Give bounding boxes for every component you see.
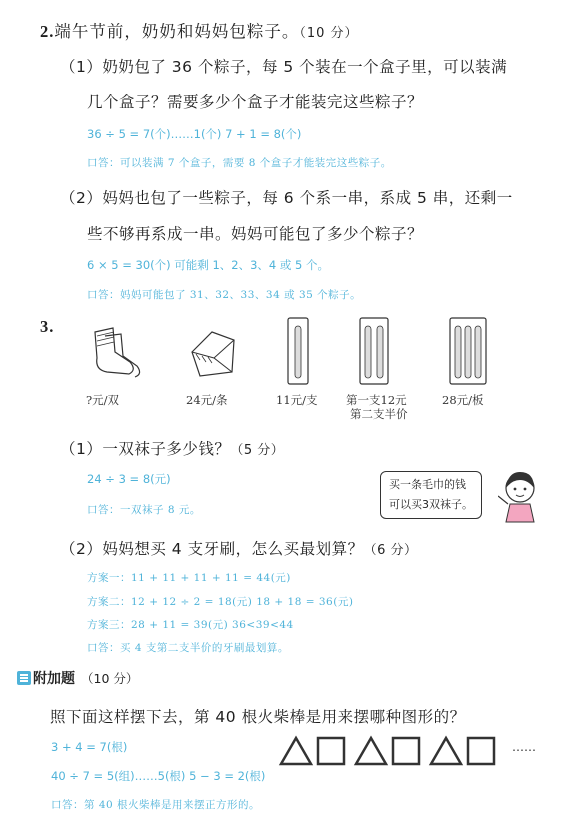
extra-title: 附加题 — [33, 671, 75, 687]
q2-part2-calc: 6 × 5 = 30(个) 可能剩 1、2、3、4 或 5 个。 — [87, 258, 329, 272]
toothbrush-double-icon — [357, 316, 391, 388]
q2-part2-line1 — [60, 186, 513, 208]
triangle-shape — [281, 738, 311, 764]
extra-score: （10 分） — [81, 671, 139, 686]
speech-bubble — [380, 471, 482, 519]
toothbrush-triple-icon — [448, 316, 488, 388]
socks-icon — [85, 322, 145, 382]
question-text: 一双袜子多少钱？ — [102, 440, 231, 458]
square-shape — [318, 738, 344, 764]
question-3-number: 3. — [40, 317, 55, 336]
q3-part1-answer: 口答：一双袜子 8 元。 — [87, 504, 201, 516]
part-label: （2） — [60, 189, 103, 207]
question-title: 端午节前，奶奶和妈妈包粽子。 — [54, 22, 300, 41]
pattern-ellipsis: …… — [512, 740, 536, 754]
q3-plan3: 方案三：28 + 11 = 39(元) 36<39<44 — [87, 619, 294, 631]
q2-part2-line2: 些不够再系成一串。妈妈可能包了多少个粽子？ — [87, 225, 424, 243]
part-label: （1） — [60, 58, 103, 76]
question-number: 2. — [40, 22, 55, 41]
q3-part1-question — [60, 437, 284, 459]
extra-calc2: 40 ÷ 7 = 5(组)……5(根) 5 − 3 = 2(根) — [51, 769, 266, 783]
price-toothbrush-double-note: 第二支半价 — [350, 407, 408, 421]
bubble-line: 可以买3双袜子。 — [389, 498, 473, 511]
price-toothbrush-single: 11元/支 — [276, 393, 318, 407]
score: （6 分） — [363, 543, 418, 558]
question-text: 奶奶包了 36 个粽子，每 5 个装在一个盒子里，可以装满 — [102, 58, 508, 76]
score: （10 分） — [299, 26, 359, 41]
q2-part1-answer: 口答：可以装满 7 个盒子，需要 8 个盒子才能装完这些粽子。 — [87, 157, 392, 169]
q2-part2-answer: 口答：妈妈可能包了 31、32、33、34 或 35 个粽子。 — [87, 289, 362, 301]
extra-answer: 口答：第 40 根火柴棒是用来摆正方形的。 — [51, 799, 261, 811]
part-label: （2） — [60, 540, 103, 558]
q3-plan1: 方案一：11 + 11 + 11 + 11 = 44(元) — [87, 572, 291, 584]
bubble-line: 买一条毛巾的钱 — [389, 478, 466, 491]
price-toothbrush-triple: 28元/板 — [442, 393, 484, 407]
question-2-heading — [40, 18, 359, 42]
q3-part2-answer: 口答：买 4 支第二支半价的牙刷最划算。 — [87, 642, 289, 654]
q2-part1-line2: 几个盒子？需要多少个盒子才能装完这些粽子？ — [87, 93, 424, 111]
square-shape — [468, 738, 494, 764]
question-text: 妈妈想买 4 支牙刷，怎么买最划算？ — [102, 540, 364, 558]
extra-question: 照下面这样摆下去，第 40 根火柴棒是用来摆哪种图形的？ — [50, 708, 466, 726]
q3-plan2: 方案二：12 + 12 ÷ 2 = 18(元) 18 + 18 = 36(元) — [87, 596, 354, 608]
square-shape — [393, 738, 419, 764]
matchstick-pattern — [278, 733, 508, 767]
q2-part1-line1 — [60, 55, 507, 77]
extra-heading — [17, 668, 138, 688]
q2-part1-calc: 36 ÷ 5 = 7(个)……1(个) 7 + 1 = 8(个) — [87, 127, 302, 141]
price-socks: ?元/双 — [86, 393, 120, 407]
score: （5 分） — [230, 443, 285, 458]
document-icon — [17, 671, 31, 685]
part-label: （1） — [60, 440, 103, 458]
question-text: 妈妈也包了一些粽子，每 6 个系一串，系成 5 串，还剩一 — [102, 189, 513, 207]
extra-calc1: 3 + 4 = 7(根) — [51, 740, 128, 754]
triangle-shape — [431, 738, 461, 764]
towel-icon — [182, 322, 242, 382]
q3-part2-question — [60, 537, 418, 559]
triangle-shape — [356, 738, 386, 764]
price-towel: 24元/条 — [186, 393, 228, 407]
price-toothbrush-double: 第一支12元 — [346, 393, 407, 407]
q3-part1-calc: 24 ÷ 3 = 8(元) — [87, 472, 171, 486]
toothbrush-single-icon — [283, 316, 313, 388]
girl-character-icon — [498, 468, 544, 526]
